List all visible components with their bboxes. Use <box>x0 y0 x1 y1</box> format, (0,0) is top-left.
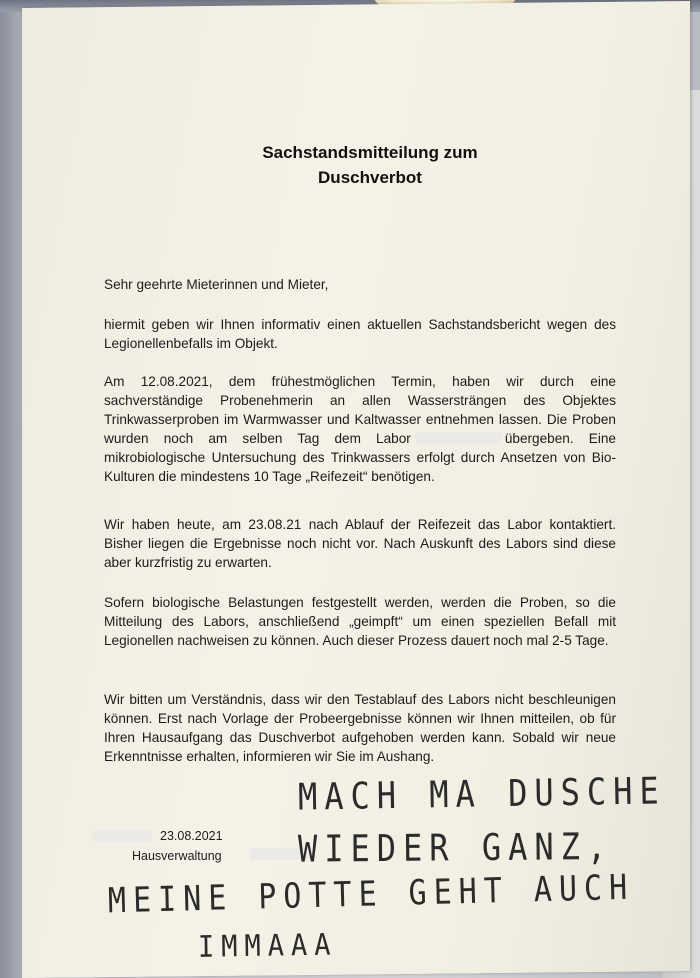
handwritten-line-2: WIEDER GANZ, <box>297 824 614 871</box>
paragraph-intro: hiermit geben wir Ihnen informativ einen aktuellen Sachstandsbericht wegen des Legionellenbefalls im Objekt. <box>104 317 616 351</box>
title-line-2: Duschverbot <box>318 168 422 187</box>
handwritten-line-4: IMMAAA <box>197 928 338 965</box>
paragraph-sampling <box>104 372 616 486</box>
paragraph-closing: Wir bitten um Verständnis, dass wir den Testablauf des Labors nicht beschleunigen können. Erst nach Vorlage der Probeergebnisse können wir Ihnen mitteilen, ob für Ihren Hausaufgang das Duschverbot aufgehoben werden kann. Sobald wir neue Erkenntnisse erhalten, informieren wir Sie im Aushang. <box>104 692 616 764</box>
page-title <box>210 140 530 190</box>
handwritten-line-3: MEINE POTTE GEHT AUCH <box>107 867 635 922</box>
handwritten-line-1: MACH MA DUSCHE <box>297 768 667 819</box>
signature-block <box>132 826 292 866</box>
paragraph-further-testing: Sofern biologische Belastungen festgestellt werden, werden die Proben, so die Mitteilung des Labors, anschließend „geimpft“ um einen speziellen Befall mit Legionellen nachweisen zu können. Auch dieser Prozess dauert noch mal 2-5 Tage. <box>104 595 616 648</box>
paragraph-sampling-part-2: übergeben. Eine mikrobiologische Untersuchung des Trinkwassers erfolgt durch Ansetzen von Bio-Kulturen die mindestens 10 Tage „Reifezeit“ benötigen. <box>104 431 616 484</box>
paragraph-sampling-part-1: Am 12.08.2021, dem frühestmöglichen Termin, haben wir durch eine sachverständige Probenehmerin an allen Wassersträngen des Objektes Trinkwasserproben im Warmwasser und Kaltwasser entnehmen lassen. Die Proben wurden noch am selben Tag dem Labor <box>104 374 616 446</box>
notice-date: 23.08.2021 <box>160 829 223 843</box>
redacted-lab-name <box>415 432 501 444</box>
notice-sender: Hausverwaltung <box>132 849 222 863</box>
title-line-1: Sachstandsmitteilung zum <box>262 143 478 162</box>
paragraph-lab-contact: Wir haben heute, am 23.08.21 nach Ablauf der Reifezeit das Labor kontaktiert. Bisher liegen die Ergebnisse noch nicht vor. Nach Auskunft des Labors sind diese aber kurzfristig zu erwarten. <box>104 517 616 570</box>
greeting: Sehr geehrte Mieterinnen und Mieter, <box>104 277 329 292</box>
